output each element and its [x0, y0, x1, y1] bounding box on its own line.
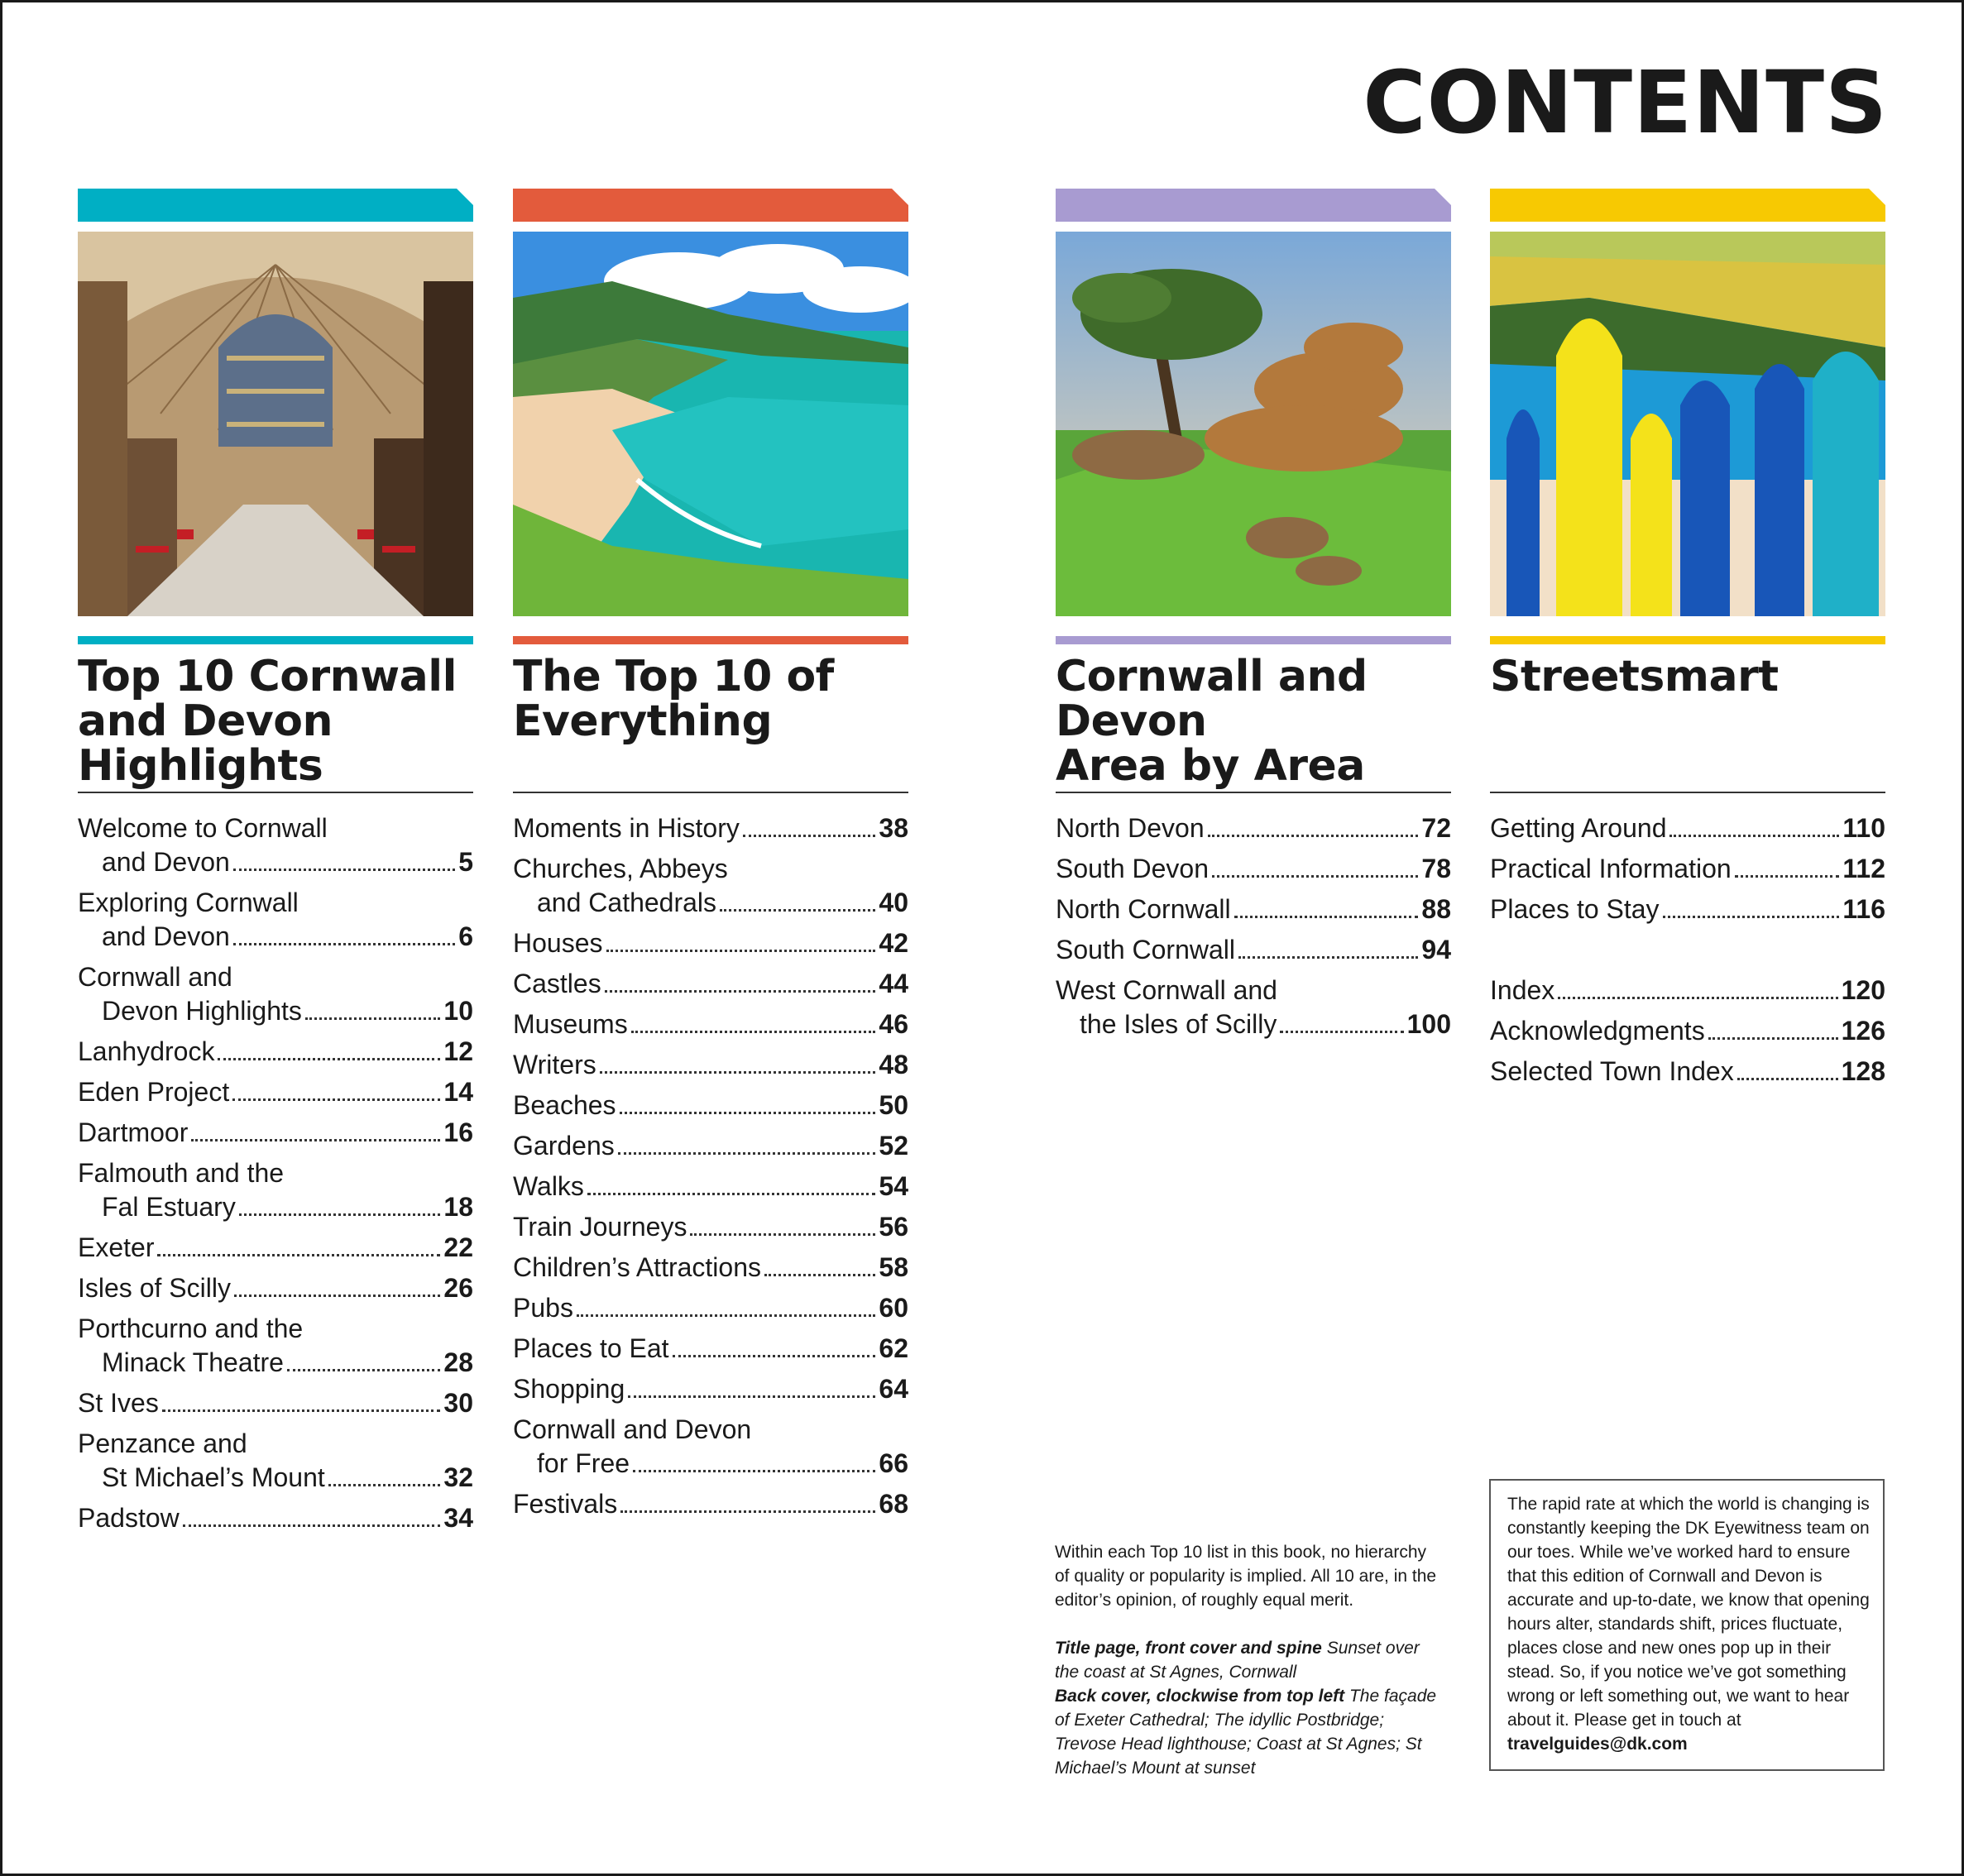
leader-dots [690, 1233, 875, 1236]
section-color-rule [513, 636, 908, 644]
leader-dots [1234, 916, 1419, 918]
section-title [1490, 654, 1885, 792]
toc-entry-label: Acknowledgments [1490, 1016, 1705, 1046]
toc-entry-label: Index [1490, 975, 1555, 1005]
credit-text: Sunset over the coast at St Agnes, Cornwall [1055, 1639, 1420, 1682]
credit-heading: Back cover, clockwise from top left [1055, 1687, 1345, 1706]
cover-credits [1055, 1636, 1444, 1780]
toc-entry[interactable] [78, 1427, 473, 1495]
toc-page-number: 120 [1841, 975, 1885, 1005]
toc-entry-label: St Michael’s Mount [102, 1462, 325, 1492]
toc-entry-label: Exploring Cornwall [78, 888, 299, 917]
leader-dots [764, 1274, 875, 1276]
section-tab [513, 189, 908, 222]
beach-photo [513, 232, 908, 616]
section-tab [1490, 189, 1885, 222]
toc-entry-label: Minack Theatre [102, 1347, 284, 1377]
toc-entry-label: Moments in History [513, 813, 740, 843]
section-color-rule [1490, 636, 1885, 644]
leader-dots [1280, 1031, 1403, 1033]
toc-page-number: 60 [879, 1293, 908, 1323]
toc-entry-label: North Cornwall [1056, 894, 1231, 924]
toc-entry[interactable] [78, 1116, 473, 1150]
toc-page-number: 128 [1841, 1056, 1885, 1086]
toc-entry[interactable] [1056, 933, 1451, 967]
leader-dots [233, 869, 455, 871]
section-title-line: Everything [513, 696, 773, 746]
toc-page-number: 32 [443, 1462, 473, 1492]
toc-entry-label: Eden Project [78, 1077, 230, 1107]
leader-dots [191, 1139, 440, 1141]
toc-page-number: 100 [1406, 1009, 1451, 1039]
section-streetsmart [1490, 189, 1885, 1095]
leader-dots [1737, 1078, 1838, 1080]
toc-page-number: 22 [443, 1232, 473, 1262]
toc-page-number: 78 [1421, 854, 1451, 883]
leader-dots [618, 1152, 876, 1155]
toc-entry-label: North Devon [1056, 813, 1205, 843]
toc-entry[interactable] [78, 1156, 473, 1224]
toc-list [78, 811, 473, 1535]
section-color-rule [78, 636, 473, 644]
leader-dots [1735, 875, 1840, 878]
toc-entry[interactable] [513, 1372, 908, 1406]
toc-page-number: 54 [879, 1171, 908, 1201]
toc-entry[interactable] [513, 1291, 908, 1325]
toc-entry[interactable] [78, 1271, 473, 1305]
section-tab [1056, 189, 1451, 222]
toc-entry[interactable] [78, 1501, 473, 1535]
leader-dots [1238, 956, 1418, 959]
toc-entry-label: Museums [513, 1009, 628, 1039]
toc-entry[interactable] [513, 1487, 908, 1521]
leader-dots [720, 909, 875, 912]
toc-entry[interactable] [513, 1210, 908, 1244]
toc-page-number: 42 [879, 928, 908, 958]
toc-page-number: 46 [879, 1009, 908, 1039]
feedback-box [1489, 1479, 1885, 1771]
toc-page-number: 34 [443, 1503, 473, 1533]
toc-entry-label: the Isles of Scilly [1080, 1009, 1277, 1039]
toc-entry-label: Porthcurno and the [78, 1314, 304, 1343]
toc-entry[interactable] [513, 1170, 908, 1204]
toc-page-number: 50 [879, 1090, 908, 1120]
section-title-line: Streetsmart [1490, 652, 1779, 701]
credit-heading: Title page, front cover and spine [1055, 1639, 1322, 1658]
section-title-line: Highlights [78, 741, 323, 791]
section-highlights [78, 189, 473, 1542]
toc-entry[interactable] [1490, 1055, 1885, 1089]
toc-entry[interactable] [1056, 893, 1451, 926]
toc-entry-label: South Devon [1056, 854, 1210, 883]
toc-entry[interactable] [78, 960, 473, 1028]
toc-entry-label: St Ives [78, 1388, 159, 1418]
leader-dots [1663, 916, 1840, 918]
toc-page-number: 48 [879, 1050, 908, 1079]
toc-entry-label: and Cathedrals [537, 888, 717, 917]
toc-page-number: 52 [879, 1131, 908, 1161]
section-title-line: Area by Area [1056, 741, 1365, 791]
leader-dots [287, 1369, 440, 1371]
section-title [513, 654, 908, 792]
toc-entry[interactable] [78, 1312, 473, 1380]
toc-page-number: 58 [879, 1252, 908, 1282]
toc-entry[interactable] [78, 811, 473, 879]
section-title-line: The Top 10 of [513, 652, 834, 701]
section-title-line: Cornwall and Devon [1056, 652, 1368, 746]
toc-entry-label: Places to Stay [1490, 894, 1660, 924]
toc-entry[interactable] [1056, 852, 1451, 886]
toc-entry[interactable] [78, 1035, 473, 1069]
toc-page-number: 6 [458, 921, 473, 951]
toc-entry-label: Churches, Abbeys [513, 854, 728, 883]
leader-dots [633, 1470, 875, 1472]
leader-dots [234, 1295, 440, 1297]
toc-entry[interactable] [513, 1089, 908, 1122]
toc-entry-label: Train Journeys [513, 1212, 687, 1242]
section-title [78, 654, 473, 792]
toc-page-number: 30 [443, 1388, 473, 1418]
toc-entry[interactable] [513, 811, 908, 845]
credit-text: The façade of Exeter Cathedral; The idyllic Postbridge; Trevose Head lighthouse; Coast at St Agnes; St Michael’s Mount at sunset [1055, 1687, 1437, 1778]
divider [1056, 792, 1451, 793]
toc-entry[interactable] [513, 1007, 908, 1041]
leader-dots [620, 1510, 875, 1513]
toc-entry[interactable] [513, 1251, 908, 1285]
toc-entry-label: Padstow [78, 1503, 180, 1533]
leader-dots [620, 1112, 876, 1114]
toc-entry-label: Selected Town Index [1490, 1056, 1734, 1086]
toc-entry-label: for Free [537, 1448, 630, 1478]
toc-entry-label: South Cornwall [1056, 935, 1235, 964]
toc-entry-label: Getting Around [1490, 813, 1667, 843]
toc-entry[interactable] [78, 1386, 473, 1420]
leader-dots [587, 1193, 875, 1195]
toc-entry-label: Cornwall and Devon [513, 1414, 752, 1444]
toc-page-number: 18 [443, 1192, 473, 1222]
leader-dots [631, 1031, 876, 1033]
leader-dots [232, 1098, 440, 1101]
toc-entry-label: Fal Estuary [102, 1192, 236, 1222]
leader-dots [218, 1058, 440, 1060]
page-title: CONTENTS [1363, 52, 1888, 153]
toc-list [1056, 811, 1451, 1041]
toc-entry[interactable] [78, 1075, 473, 1109]
toc-entry-label: Shopping [513, 1374, 625, 1404]
leader-dots [577, 1314, 875, 1317]
divider [78, 792, 473, 793]
leader-dots [1708, 1037, 1838, 1040]
section-title-line: and Devon [78, 696, 333, 746]
toc-page-number: 28 [443, 1347, 473, 1377]
toc-entry-label: Walks [513, 1171, 584, 1201]
toc-page-number: 88 [1421, 894, 1451, 924]
toc-page-number: 56 [879, 1212, 908, 1242]
section-everything [513, 189, 908, 1528]
leader-dots [328, 1484, 441, 1486]
leader-dots [1558, 997, 1837, 999]
leader-dots [162, 1409, 441, 1412]
toc-entry[interactable] [513, 852, 908, 920]
toc-page-number: 14 [443, 1077, 473, 1107]
toc-page-number: 68 [879, 1489, 908, 1519]
section-title-line: Top 10 Cornwall [78, 652, 457, 701]
toc-page-number: 110 [1842, 813, 1885, 843]
toc-page-number: 5 [458, 847, 473, 877]
toc-entry-label: Beaches [513, 1090, 616, 1120]
toc-entry-label: Pubs [513, 1293, 573, 1323]
toc-page-number: 38 [879, 813, 908, 843]
toc-entry-label: Exeter [78, 1232, 155, 1262]
toc-entry[interactable] [1490, 974, 1885, 1007]
section-color-rule [1056, 636, 1451, 644]
toc-page-number: 72 [1421, 813, 1451, 843]
divider [513, 792, 908, 793]
toc-entry[interactable] [1490, 1014, 1885, 1048]
leader-dots [743, 835, 876, 837]
leader-dots [1669, 835, 1839, 837]
toc-page-number: 12 [443, 1036, 473, 1066]
leader-dots [1208, 835, 1419, 837]
dartmoor-photo [1056, 232, 1451, 616]
toc-entry-label: Writers [513, 1050, 596, 1079]
toc-spacer [1490, 933, 1885, 974]
toc-page-number: 16 [443, 1117, 473, 1147]
toc-entry-label: Houses [513, 928, 603, 958]
toc-entry-label: Cornwall and [78, 962, 232, 992]
toc-entry-label: Lanhydrock [78, 1036, 215, 1066]
leader-dots [239, 1213, 441, 1216]
toc-page-number: 126 [1841, 1016, 1885, 1046]
leader-dots [628, 1395, 875, 1398]
toc-entry-label: Castles [513, 969, 601, 998]
toc-entry-label: Children’s Attractions [513, 1252, 761, 1282]
toc-entry[interactable] [513, 1129, 908, 1163]
toc-list [1490, 811, 1885, 1089]
toc-page-number: 44 [879, 969, 908, 998]
leader-dots [600, 1071, 876, 1074]
leader-dots [673, 1355, 876, 1357]
toc-page-number: 116 [1842, 894, 1885, 924]
toc-entry-label: West Cornwall and [1056, 975, 1277, 1005]
toc-entry-label: Penzance and [78, 1429, 247, 1458]
toc-entry-label: Isles of Scilly [78, 1273, 231, 1303]
toc-entry-label: Dartmoor [78, 1117, 189, 1147]
toc-entry-label: Falmouth and the [78, 1158, 285, 1188]
toc-entry[interactable] [513, 1413, 908, 1481]
toc-entry-label: Places to Eat [513, 1333, 669, 1363]
toc-entry[interactable] [1490, 811, 1885, 845]
surfboards-photo [1490, 232, 1885, 616]
toc-entry[interactable] [1056, 974, 1451, 1041]
toc-entry[interactable] [513, 1332, 908, 1366]
section-area-by-area [1056, 189, 1451, 1048]
top10-note [1055, 1540, 1444, 1780]
section-tab [78, 189, 473, 222]
toc-entry[interactable] [78, 1231, 473, 1265]
toc-entry-label: Devon Highlights [102, 996, 302, 1026]
toc-page-number: 26 [443, 1273, 473, 1303]
leader-dots [157, 1254, 440, 1256]
leader-dots [183, 1524, 441, 1527]
toc-page-number: 94 [1421, 935, 1451, 964]
toc-entry-label: Welcome to Cornwall [78, 813, 328, 843]
toc-page-number: 66 [879, 1448, 908, 1478]
toc-page-number: 112 [1842, 854, 1885, 883]
toc-page-number: 10 [443, 996, 473, 1026]
section-title [1056, 654, 1451, 792]
toc-entry-label: and Devon [102, 847, 230, 877]
toc-page-number: 62 [879, 1333, 908, 1363]
toc-entry-label: Practical Information [1490, 854, 1732, 883]
leader-dots [606, 950, 876, 952]
toc-entry-label: Festivals [513, 1489, 618, 1519]
toc-entry-label: and Devon [102, 921, 230, 951]
toc-entry[interactable] [1490, 893, 1885, 926]
feedback-email-link[interactable]: travelguides@dk.com [1507, 1735, 1688, 1754]
leader-dots [605, 990, 876, 993]
leader-dots [1212, 875, 1418, 878]
toc-page-number: 64 [879, 1374, 908, 1404]
toc-list [513, 811, 908, 1521]
toc-entry[interactable] [1490, 852, 1885, 886]
toc-entry[interactable] [513, 1048, 908, 1082]
toc-page-number: 40 [879, 888, 908, 917]
leader-dots [233, 943, 455, 945]
divider [1490, 792, 1885, 793]
toc-entry[interactable] [513, 926, 908, 960]
leader-dots [305, 1017, 441, 1020]
toc-entry-label: Gardens [513, 1131, 615, 1161]
toc-entry[interactable] [1056, 811, 1451, 845]
toc-entry[interactable] [78, 886, 473, 954]
exeter-cathedral-photo [78, 232, 473, 616]
note-intro: Within each Top 10 list in this book, no hierarchy of quality or popularity is implied. All 10 are, in the editor’s opinion, of roughly equal merit. [1055, 1543, 1437, 1610]
feedback-text: The rapid rate at which the world is changing is constantly keeping the DK Eyewitness team on our toes. While we’ve worked hard to ensure that this edition of Cornwall and Devon is accurate and up-to-date, we know that opening hours alter, standards shift, prices fluctuate, places close and new ones pop up in their stead. So, if you notice we’ve got something wrong or left something out, we want to hear about it. Please get in touch at [1507, 1495, 1870, 1730]
toc-entry[interactable] [513, 967, 908, 1001]
